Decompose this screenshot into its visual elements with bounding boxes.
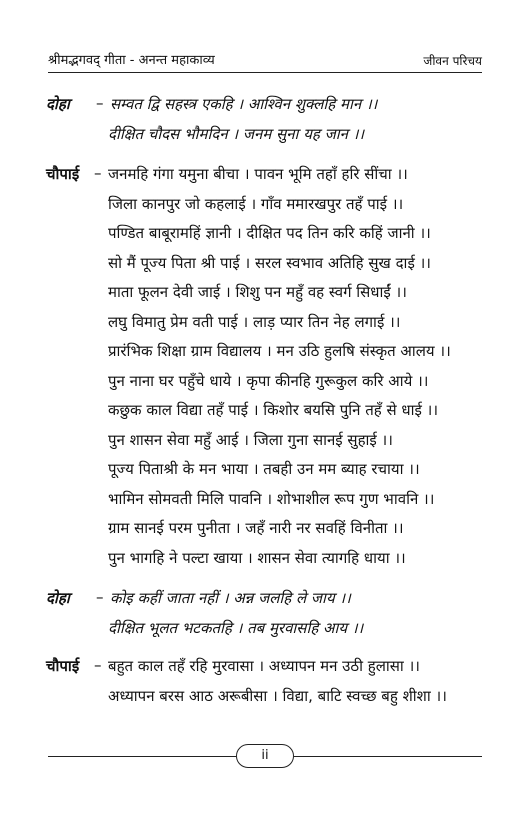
verse-text: जिला कानपुर जो कहलाई । गाँव ममारखपुर तहँ पाई ।। — [108, 194, 404, 213]
verse-line — [46, 618, 486, 648]
verse-type-label: चौपाई — [46, 657, 80, 675]
verse-text: दीक्षित चौदस भौमदिन । जनम सुना यह जान ।। — [108, 124, 365, 143]
verse-text: पण्डित बाबूरामहिं ज्ञानी । दीक्षित पद तिन करि कहिं जानी ।। — [108, 224, 431, 242]
verse-text: लघु विमातु प्रेम वती पाई । लाड़ प्यार तिन नेह लगाई ।। — [108, 312, 401, 331]
page-header — [48, 46, 482, 73]
book-title: श्रीमद्भगवद् गीता - अनन्त महाकाव्य — [48, 53, 215, 68]
verse-text: पुन भागहि ने पल्टा खाया । शासन सेवा त्यागहि धाया ।। — [108, 548, 406, 567]
verse-text: दीक्षित भूलत भटकतहि । तब मुरवासहि आय ।। — [108, 618, 364, 637]
verse-text: सो मैं पूज्य पिता श्री पाई । सरल स्वभाव अतिहि सुख दाई ।। — [108, 253, 431, 272]
verse-text: ग्राम सानई परम पुनीता । जहँ नारी नर सवहिं विनीता ।। — [108, 519, 404, 537]
verse-line — [46, 518, 486, 548]
verse-section — [46, 94, 486, 153]
verse-text: भामिन सोमवती मिलि पावनि । शोभाशील रूप गुण भावनि ।। — [108, 489, 435, 508]
verse-line — [46, 94, 486, 124]
verse-text: कोइ कहीं जाता नहीं । अन्न जलहि ले जाय ।। — [110, 589, 351, 607]
footer-rule-left — [48, 756, 236, 757]
verse-text: कछुक काल विद्या तहँ पाई । किशोर बयसि पुनि तहँ से धाई ।। — [108, 401, 439, 419]
verse-section — [46, 164, 486, 577]
verse-line — [46, 686, 486, 716]
footer-rule-right — [294, 756, 482, 757]
verse-line — [46, 400, 486, 430]
verse-line — [46, 341, 486, 371]
verse-line — [46, 548, 486, 578]
label-dash: – — [94, 164, 102, 182]
verse-line — [46, 489, 486, 519]
verse-line — [46, 124, 486, 154]
verse-text: प्रारंभिक शिक्षा ग्राम विद्यालय । मन उठि हुलषि संस्कृत आलय ।। — [108, 342, 451, 360]
verse-text: बहुत काल तहँ रहि मुरवासा । अध्यापन मन उठी हुलासा ।। — [108, 657, 420, 675]
verse-line — [46, 194, 486, 224]
verse-line — [46, 164, 486, 194]
verse-text: जनमहि गंगा यमुना बीचा । पावन भूमि तहाँ हरि सींचा ।। — [108, 165, 408, 183]
verse-line — [46, 282, 486, 312]
verse-text: पुन शासन सेवा महुँ आई । जिला गुना सानई सुहाई ।। — [108, 430, 393, 449]
verse-line — [46, 253, 486, 283]
verse-type-label: चौपाई — [46, 165, 80, 183]
verse-line — [46, 430, 486, 460]
verse-line — [46, 371, 486, 401]
verse-line — [46, 656, 486, 686]
verse-text: पुन नाना घर पहुँचे धाये । कृपा कीनहि गुरूकुल करि आये ।। — [108, 371, 429, 390]
verse-section — [46, 588, 486, 647]
label-dash: – — [96, 94, 104, 112]
page-number: ii — [236, 744, 294, 768]
verse-line — [46, 459, 486, 489]
verse-text: सम्वत द्वि सहस्त्र एकहि । आश्विन शुक्लहि मान ।। — [110, 95, 378, 113]
chapter-title: जीवन परिचय — [423, 54, 482, 68]
verse-text: अध्यापन बरस आठ अरूबीसा । विद्या, बाटि स्वच्छ बहु शीशा ।। — [108, 686, 447, 705]
label-dash: – — [94, 656, 102, 674]
verse-text: माता फूलन देवी जाई । शिशु पन महुँ वह स्वर्ग सिधाईं ।। — [108, 283, 407, 301]
verse-line — [46, 223, 486, 253]
verse-text: पूज्य पिताश्री के मन भाया । तबही उन मम ब्याह रचाया ।। — [108, 460, 420, 478]
label-dash: – — [96, 588, 104, 606]
verse-line — [46, 588, 486, 618]
verse-type-label: दोहा — [46, 95, 70, 113]
verse-section — [46, 656, 486, 715]
verse-type-label: दोहा — [46, 589, 70, 607]
verse-line — [46, 312, 486, 342]
